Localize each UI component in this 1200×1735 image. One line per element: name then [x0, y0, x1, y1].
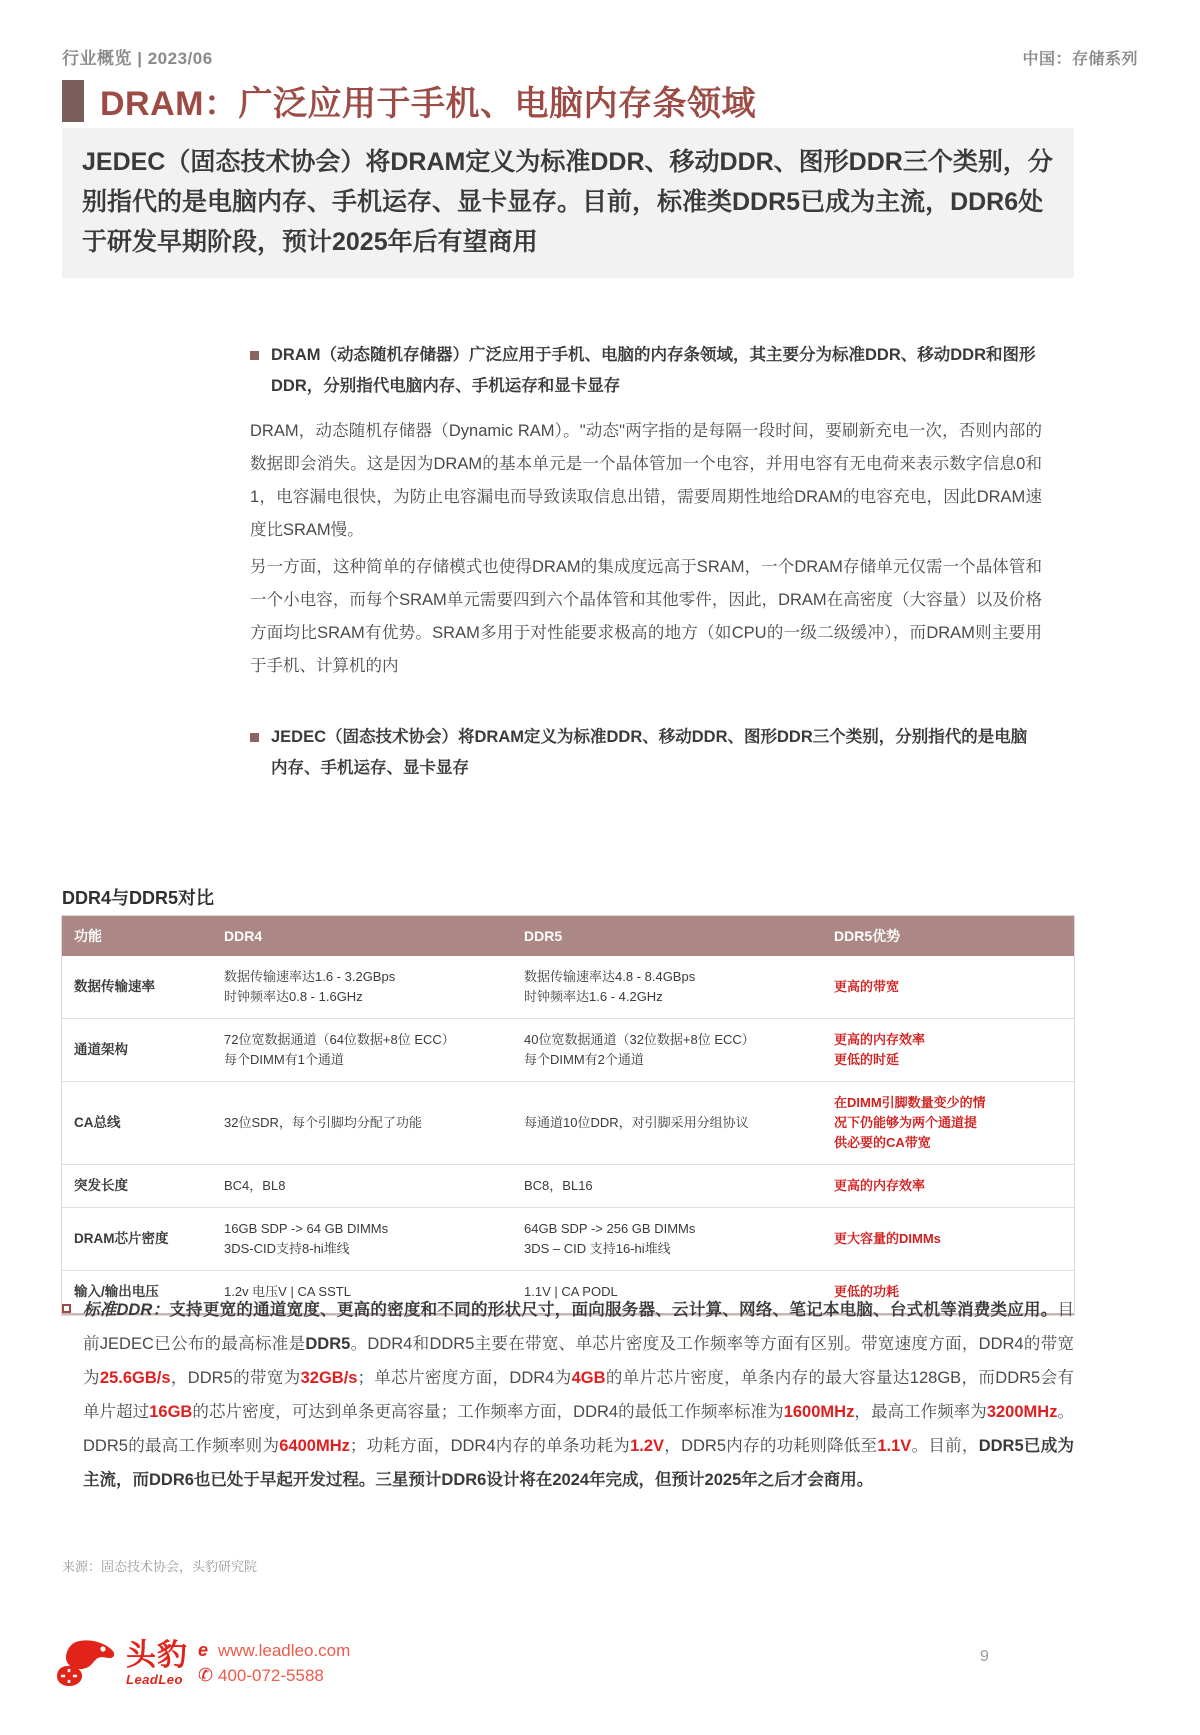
body-text: ；功耗方面，DDR4内存的单条功耗为	[349, 1437, 631, 1455]
highlight-value: 4GB	[571, 1369, 606, 1387]
table-cell-ddr4: 数据传输速率达1.6 - 3.2GBps 时钟频率达0.8 - 1.6GHz	[212, 956, 512, 1019]
highlight-value: 32GB/s	[300, 1369, 358, 1387]
subtitle-box	[62, 128, 1074, 278]
bold-text: 支持更宽的通道宽度、更高的密度和不同的形状尺寸，面向服务器、云计算、网络、笔记本电脑、台式机等消费类应用。	[169, 1301, 1058, 1319]
body-text: 。目前，	[911, 1437, 979, 1455]
table-cell-ddr4: 32位SDR，每个引脚均分配了功能	[212, 1082, 512, 1165]
highlight-value: 1.1V	[877, 1437, 912, 1455]
table-header-cell: 功能	[62, 916, 212, 956]
paragraph-1: DRAM，动态随机存储器（Dynamic RAM）。"动态"两字指的是每隔一段时间，要刷新充电一次，否则内部的数据即会消失。这是因为DRAM的基本单元是一个晶体管加一个电容，并用电容有无电荷来表示数字信息0和1，电容漏电很快，为防止电容漏电而导致读取信息出错，需要周期性地给DRAM的电容充电，因此DRAM速度比SRAM慢。	[250, 422, 1042, 539]
hollow-square-bullet-icon	[62, 1304, 71, 1313]
body-text: ；单芯片密度方面，DDR4为	[357, 1369, 572, 1387]
bold-text: DDR5已成为主流，而DDR6也已处于早起开发过程。三星预计DDR6设计将在2024年完成，但预计2025年之后才会商用。	[83, 1437, 1074, 1489]
highlight-value: 1.2V	[630, 1437, 665, 1455]
table-cell-feature: 数据传输速率	[62, 956, 212, 1019]
standard-ddr-body	[83, 1301, 1074, 1489]
table-cell-ddr5: 1.1V | CA PODL	[512, 1271, 822, 1315]
table-row	[62, 956, 1074, 1019]
bullet-item-1-label: DRAM（动态随机存储器）广泛应用于手机、电脑的内存条领域，其主要分为标准DDR、移动DDR和图形DDR，分别指代电脑内存、手机运存和显卡显存	[271, 346, 1036, 395]
page-title-text: DRAM：广泛应用于手机、电脑内存条领域	[100, 85, 756, 123]
leadleo-contact	[198, 1638, 350, 1688]
standard-ddr-note	[62, 1293, 1074, 1497]
table-cell-feature: DRAM芯片密度	[62, 1208, 212, 1271]
phone-text: 400-072-5588	[218, 1665, 324, 1685]
highlight-value: 6400MHz	[279, 1437, 350, 1455]
table-cell-advantage: 更高的内存效率 更低的时延	[822, 1019, 1074, 1082]
bullet-item-2	[250, 722, 1040, 784]
body-text: 。DDR4和DDR5主要在带宽、单芯片密度及工作频率等方面有区别。带宽速度方面，DDR4的带宽为	[83, 1335, 1074, 1387]
highlight-value: 25.6GB/s	[99, 1369, 171, 1387]
table-cell-ddr5: 64GB SDP -> 256 GB DIMMs 3DS – CID 支持16-hi堆线	[512, 1208, 822, 1271]
website-row[interactable]	[198, 1638, 350, 1663]
table-header-row	[62, 916, 1074, 956]
table-cell-advantage: 更高的内存效率	[822, 1165, 1074, 1208]
highlight-value: 3200MHz	[986, 1403, 1058, 1421]
table-cell-ddr4: BC4，BL8	[212, 1165, 512, 1208]
table-cell-feature: 通道架构	[62, 1019, 212, 1082]
page-title	[62, 76, 1138, 125]
table-cell-advantage: 在DIMM引脚数量变少的情 况下仍能够为两个通道提 供必要的CA带宽	[822, 1082, 1074, 1165]
standard-ddr-note-text	[83, 1293, 1074, 1497]
table-header-cell: DDR4	[212, 916, 512, 956]
table-row	[62, 1208, 1074, 1271]
body-text: 。DDR5的最高工作频率则为	[83, 1403, 1075, 1455]
table-cell-ddr5: 40位宽数据通道（32位数据+8位 ECC） 每个DIMM有2个通道	[512, 1019, 822, 1082]
highlight-value: 16GB	[149, 1403, 193, 1421]
leadleo-wordmark-cn: 头豹	[126, 1638, 188, 1672]
bullet-item-1	[250, 340, 1040, 402]
body-text: ，最高工作频率为	[854, 1403, 987, 1421]
website-text: www.leadleo.com	[218, 1640, 351, 1660]
paragraph-2: 另一方面，这种简单的存储模式也使得DRAM的集成度远高于SRAM，一个DRAM存储单元仅需一个晶体管和一个小电容，而每个SRAM单元需要四到六个晶体管和其他零件，因此，DRAM在高密度（大容量）以及价格方面均比SRAM有优势。SRAM多用于对性能要求极高的地方（如CPU的一级二级缓冲），而DRAM则主要用于手机、计算机的内	[250, 558, 1042, 675]
highlight-value: 1600MHz	[783, 1403, 855, 1421]
title-accent-bar	[62, 80, 84, 122]
table-cell-feature: 输入/输出电压	[62, 1271, 212, 1315]
table-header-cell: DDR5	[512, 916, 822, 956]
leadleo-wordmark-en: LeadLeo	[126, 1671, 183, 1687]
phone-icon: ✆	[198, 1665, 214, 1685]
body-text: 目前JEDEC已公布的最高标准是	[83, 1301, 1075, 1353]
table-cell-advantage: 更大容量的DIMMs	[822, 1208, 1074, 1271]
leopard-logo-icon	[56, 1636, 122, 1690]
table-body	[62, 956, 1074, 1314]
page-header	[62, 44, 1138, 69]
table-cell-feature: 突发长度	[62, 1165, 212, 1208]
subtitle-text: JEDEC（固态技术协会）将DRAM定义为标准DDR、移动DDR、图形DDR三个类别，分别指代的是电脑内存、手机运存、显卡显存。目前，标准类DDR5已成为主流，DDR6处于研发早期阶段，预计2025年后有望商用	[82, 148, 1053, 256]
body-text: 的芯片密度，可达到单条更高容量；工作频率方面，DDR4的最低工作频率标准为	[192, 1403, 784, 1421]
table-cell-ddr4: 1.2v 电压V | CA SSTL	[212, 1271, 512, 1315]
table-row	[62, 1082, 1074, 1165]
source-note: 来源：固态技术协会，头豹研究院	[62, 1559, 258, 1574]
header-section-label: 行业概览 | 2023/06	[62, 49, 213, 68]
leadleo-wordmark	[126, 1638, 188, 1687]
table-cell-ddr4: 72位宽数据通道（64位数据+8位 ECC） 每个DIMM有1个通道	[212, 1019, 512, 1082]
body-text: ，DDR5的带宽为	[170, 1369, 301, 1387]
table-cell-ddr4: 16GB SDP -> 64 GB DIMMs 3DS-CID支持8-hi堆线	[212, 1208, 512, 1271]
square-bullet-icon	[250, 733, 259, 742]
body-text: ，DDR5内存的功耗则降低至	[664, 1437, 878, 1455]
table-cell-advantage: 更高的带宽	[822, 956, 1074, 1019]
body-text: 的单片芯片密度，单条内存的最大容量达128GB，而DDR5会有单片超过	[83, 1369, 1074, 1421]
bold-text: DDR5	[305, 1335, 351, 1353]
standard-ddr-lead: 标准DDR：	[83, 1301, 170, 1319]
table-cell-ddr5: 每通道10位DDR，对引脚采用分组协议	[512, 1082, 822, 1165]
table-header-cell: DDR5优势	[822, 916, 1074, 956]
bullet-item-2-label: JEDEC（固态技术协会）将DRAM定义为标准DDR、移动DDR、图形DDR三个类别，分别指代的是电脑内存、手机运存、显卡显存	[271, 728, 1028, 777]
ddr-comparison-table	[62, 916, 1074, 1315]
header-series-label: 中国：存储系列	[1022, 51, 1138, 68]
table-cell-feature: CA总线	[62, 1082, 212, 1165]
table-cell-ddr5: BC8，BL16	[512, 1165, 822, 1208]
square-bullet-icon	[250, 351, 259, 360]
table-cell-ddr5: 数据传输速率达4.8 - 8.4GBps 时钟频率达1.6 - 4.2GHz	[512, 956, 822, 1019]
table-row	[62, 1165, 1074, 1208]
page-number: 9	[980, 1648, 989, 1665]
phone-row[interactable]	[198, 1663, 350, 1688]
globe-icon: e	[198, 1640, 209, 1660]
table-cell-advantage: 更低的功耗	[822, 1271, 1074, 1315]
leadleo-logo	[56, 1636, 350, 1690]
table-row	[62, 1019, 1074, 1082]
table-caption: DDR4与DDR5对比	[62, 888, 215, 908]
